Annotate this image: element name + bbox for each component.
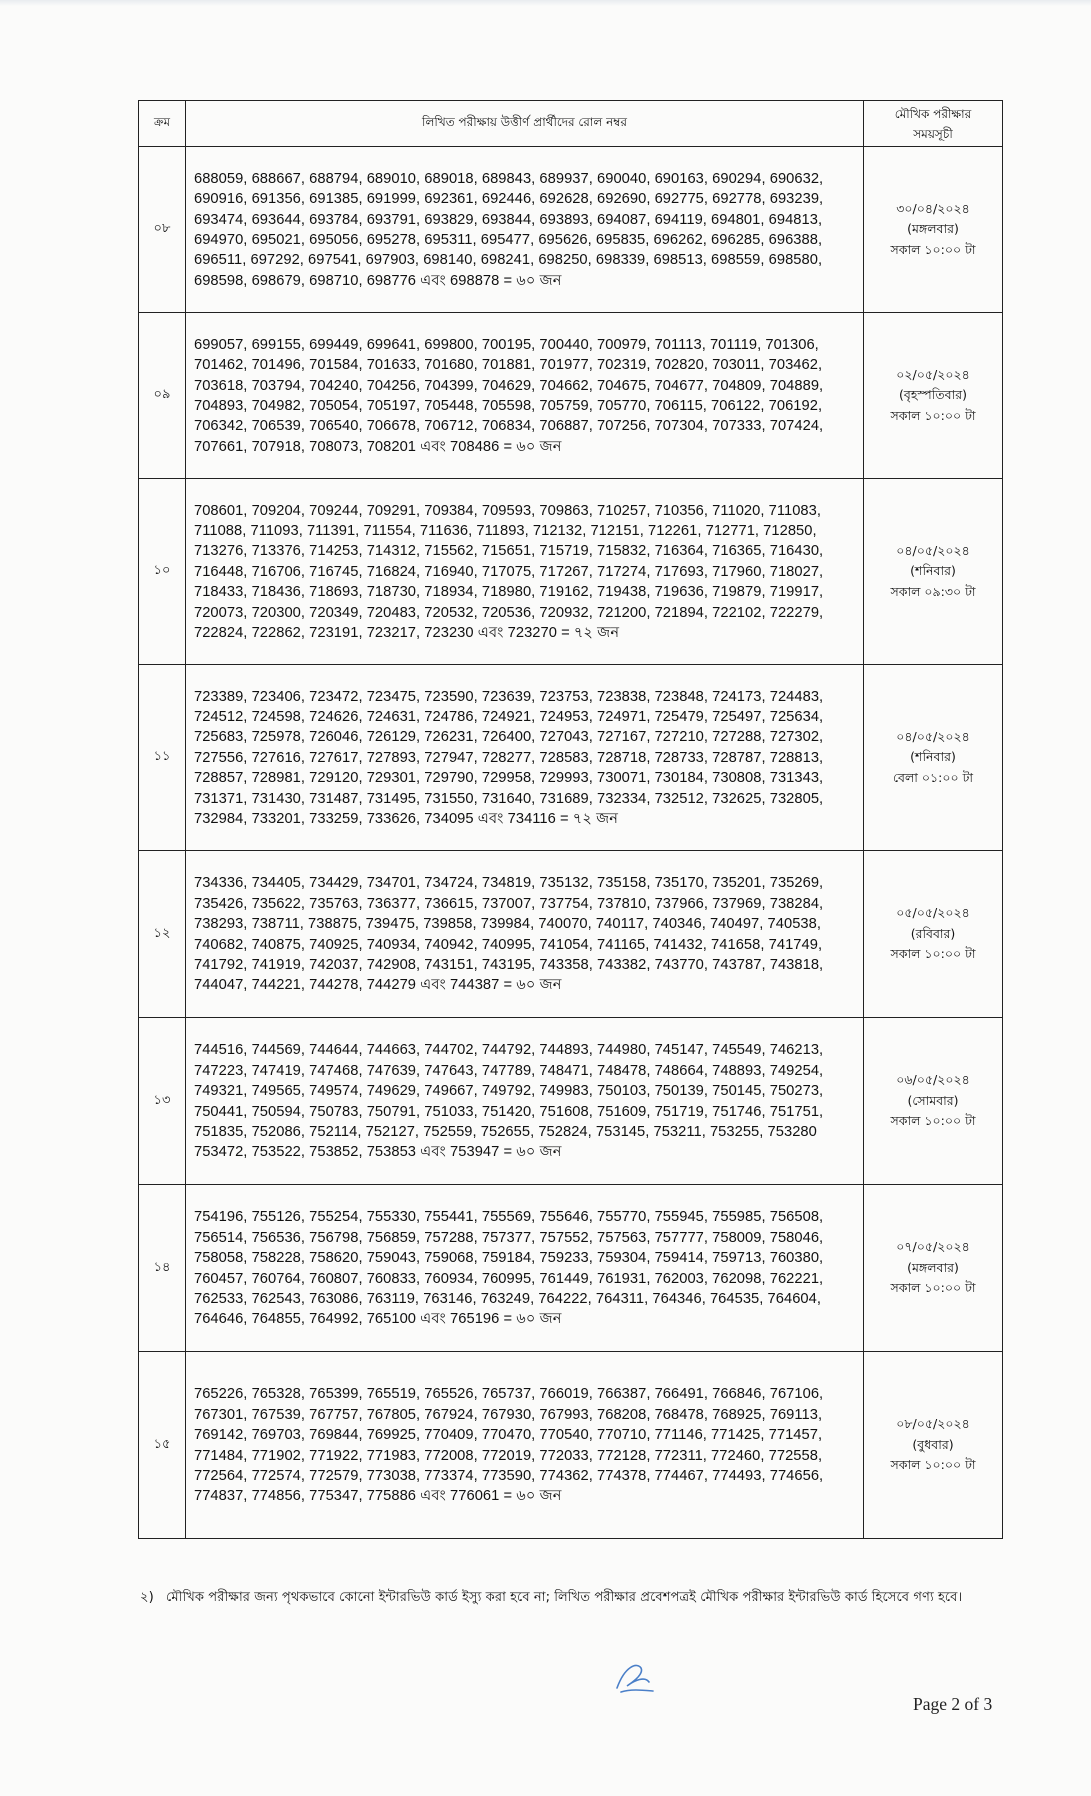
schedule-date: ০৮/০৫/২০২৪ bbox=[896, 1416, 970, 1432]
row-roll-numbers: 744516, 744569, 744644, 744663, 744702, 744792, 744893, 744980, 745147, 745549, 746213, 747223, 747419, 747468, 747639, 747643, 747789, 748471, 748478, 748664, 748893, 749254, 749321, 749565, 749574, 749629, 749667, 749792, 749983, 750103, 750139, 750145, 750273, 750441, 750594, 750783, 750791, 751033, 751420, 751608, 751609, 751719, 751746, 751751, 751835, 752086, 752114, 752127, 752559, 752655, 752824, 753145, 753211, 753255, 753280 753472, 753522, 753852, 753853 এবং 753947 = ৬০ জন bbox=[186, 1018, 864, 1185]
schedule-date: ০৬/০৫/২০২৪ bbox=[896, 1072, 970, 1088]
table-row bbox=[139, 1352, 1003, 1539]
row-roll-numbers: 708601, 709204, 709244, 709291, 709384, 709593, 709863, 710257, 710356, 711020, 711083, 711088, 711093, 711391, 711554, 711636, 711893, 712132, 712151, 712261, 712771, 712850, 713276, 713376, 714253, 714312, 715562, 715651, 715719, 715832, 716364, 716365, 716430, 716448, 716706, 716745, 716824, 716940, 717075, 717267, 717274, 717693, 717960, 718027, 718433, 718436, 718693, 718730, 718934, 718980, 719162, 719438, 719636, 719879, 719917, 720073, 720300, 720349, 720483, 720532, 720536, 720932, 721200, 721894, 722102, 722279, 722824, 722862, 723191, 723217, 723230 এবং 723270 = ৭২ জন bbox=[186, 479, 864, 665]
table-row bbox=[139, 1018, 1003, 1185]
signature-mark bbox=[611, 1658, 657, 1698]
interview-card-note bbox=[140, 1586, 1012, 1610]
row-schedule bbox=[864, 1185, 1003, 1352]
note-number: ২) bbox=[140, 1590, 154, 1605]
row-schedule bbox=[864, 665, 1003, 851]
table-row bbox=[139, 665, 1003, 851]
schedule-day: (মঙ্গলবার) bbox=[907, 1259, 959, 1275]
table-header-row bbox=[139, 101, 1003, 147]
header-serial: ক্রম bbox=[139, 101, 186, 147]
schedule-date: ৩০/০৪/২০২৪ bbox=[896, 200, 970, 216]
header-schedule-line1: মৌখিক পরীক্ষার bbox=[894, 106, 972, 121]
schedule-day: (মঙ্গলবার) bbox=[907, 221, 959, 237]
schedule-day: (শনিবার) bbox=[910, 563, 956, 579]
page-number: Page 2 of 3 bbox=[913, 1694, 993, 1714]
row-schedule bbox=[864, 147, 1003, 313]
row-serial: ০৯ bbox=[139, 313, 186, 479]
schedule-date: ০৭/০৫/২০২৪ bbox=[896, 1239, 970, 1255]
row-serial: ১৩ bbox=[139, 1018, 186, 1185]
table-row bbox=[139, 851, 1003, 1018]
schedule-time: বেলা ০১:০০ টা bbox=[892, 769, 974, 785]
schedule-time: সকাল ১০:০০ টা bbox=[890, 1280, 976, 1296]
row-schedule bbox=[864, 851, 1003, 1018]
schedule-day: (রবিবার) bbox=[910, 925, 956, 941]
row-roll-numbers: 688059, 688667, 688794, 689010, 689018, 689843, 689937, 690040, 690163, 690294, 690632, 690916, 691356, 691385, 691999, 692361, 692446, 692628, 692690, 692775, 692778, 693239, 693474, 693644, 693784, 693791, 693829, 693844, 693893, 694087, 694119, 694801, 694813, 694970, 695021, 695056, 695278, 695311, 695477, 695626, 695835, 696262, 696285, 696388, 696511, 697292, 697541, 697903, 698140, 698241, 698250, 698339, 698513, 698559, 698580, 698598, 698679, 698710, 698776 এবং 698878 = ৬০ জন bbox=[186, 147, 864, 313]
header-roll-numbers: লিখিত পরীক্ষায় উত্তীর্ণ প্রার্থীদের রোল নম্বর bbox=[186, 101, 864, 147]
schedule-date: ০৪/০৫/২০২৪ bbox=[896, 542, 970, 558]
row-schedule bbox=[864, 1018, 1003, 1185]
row-roll-numbers: 765226, 765328, 765399, 765519, 765526, 765737, 766019, 766387, 766491, 766846, 767106, 767301, 767539, 767757, 767805, 767924, 767930, 767993, 768208, 768478, 768925, 769113, 769142, 769703, 769844, 769925, 770409, 770470, 770540, 770710, 771146, 771425, 771457, 771484, 771902, 771922, 771983, 772008, 772019, 772033, 772128, 772311, 772460, 772558, 772564, 772574, 772579, 773038, 773374, 773590, 774362, 774378, 774467, 774493, 774656, 774837, 774856, 775347, 775886 এবং 776061 = ৬০ জন bbox=[186, 1352, 864, 1539]
row-roll-numbers: 734336, 734405, 734429, 734701, 734724, 734819, 735132, 735158, 735170, 735201, 735269, 735426, 735622, 735763, 736377, 736615, 737007, 737754, 737810, 737966, 737969, 738284, 738293, 738711, 738875, 739475, 739858, 739984, 740070, 740117, 740346, 740497, 740538, 740682, 740875, 740925, 740934, 740942, 740995, 741054, 741165, 741432, 741658, 741749, 741792, 741919, 742037, 742908, 743151, 743195, 743358, 743382, 743770, 743787, 743818, 744047, 744221, 744278, 744279 এবং 744387 = ৬০ জন bbox=[186, 851, 864, 1018]
row-serial: ১২ bbox=[139, 851, 186, 1018]
schedule-time: সকাল ১০:০০ টা bbox=[890, 1457, 976, 1473]
row-schedule bbox=[864, 479, 1003, 665]
row-roll-numbers: 699057, 699155, 699449, 699641, 699800, 700195, 700440, 700979, 701113, 701119, 701306, 701462, 701496, 701584, 701633, 701680, 701881, 701977, 702319, 702820, 703011, 703462, 703618, 703794, 704240, 704256, 704399, 704629, 704662, 704675, 704677, 704809, 704889, 704893, 704982, 705054, 705197, 705448, 705598, 705759, 705770, 706115, 706122, 706192, 706342, 706539, 706540, 706678, 706712, 706834, 706887, 707256, 707304, 707333, 707424, 707661, 707918, 708073, 708201 এবং 708486 = ৬০ জন bbox=[186, 313, 864, 479]
note-text: মৌখিক পরীক্ষার জন্য পৃথকভাবে কোনো ইন্টারভিউ কার্ড ইস্যু করা হবে না; লিখিত পরীক্ষার প্রবেশপত্রই মৌখিক পরীক্ষার ইন্টারভিউ কার্ড হিসেবে গণ্য হবে। bbox=[166, 1590, 963, 1605]
row-serial: ১৪ bbox=[139, 1185, 186, 1352]
schedule-time: সকাল ১০:০০ টা bbox=[890, 241, 976, 257]
schedule-time: সকাল ১০:০০ টা bbox=[890, 1113, 976, 1129]
table-row bbox=[139, 313, 1003, 479]
schedule-date: ০২/০৫/২০২৪ bbox=[896, 366, 970, 382]
signature-stroke bbox=[617, 1665, 653, 1692]
schedule-date: ০৫/০৫/২০২৪ bbox=[896, 905, 970, 921]
schedule-time: সকাল ০৯:৩০ টা bbox=[890, 583, 976, 599]
table-row bbox=[139, 1185, 1003, 1352]
table-row bbox=[139, 479, 1003, 665]
schedule-day: (বুধবার) bbox=[912, 1436, 954, 1452]
table-row bbox=[139, 147, 1003, 313]
schedule-time: সকাল ১০:০০ টা bbox=[890, 407, 976, 423]
schedule-day: (সোমবার) bbox=[907, 1092, 959, 1108]
schedule-day: (বৃহস্পতিবার) bbox=[898, 387, 968, 403]
row-roll-numbers: 723389, 723406, 723472, 723475, 723590, 723639, 723753, 723838, 723848, 724173, 724483, 724512, 724598, 724626, 724631, 724786, 724921, 724953, 724971, 725479, 725497, 725634, 725683, 725978, 726046, 726129, 726231, 726400, 727043, 727167, 727210, 727288, 727302, 727556, 727616, 727617, 727893, 727947, 728277, 728583, 728718, 728733, 728787, 728813, 728857, 728981, 729120, 729301, 729790, 729958, 729993, 730071, 730184, 730808, 731343, 731371, 731430, 731487, 731495, 731550, 731640, 731689, 732334, 732512, 732625, 732805, 732984, 733201, 733259, 733626, 734095 এবং 734116 = ৭২ জন bbox=[186, 665, 864, 851]
row-roll-numbers: 754196, 755126, 755254, 755330, 755441, 755569, 755646, 755770, 755945, 755985, 756508, 756514, 756536, 756798, 756859, 757288, 757377, 757552, 757563, 757777, 758009, 758046, 758058, 758228, 758620, 759043, 759068, 759184, 759233, 759304, 759414, 759713, 760380, 760457, 760764, 760807, 760833, 760934, 760995, 761449, 761931, 762003, 762098, 762221, 762533, 762543, 763086, 763119, 763146, 763249, 764222, 764311, 764346, 764535, 764604, 764646, 764855, 764992, 765100 এবং 765196 = ৬০ জন bbox=[186, 1185, 864, 1352]
row-schedule bbox=[864, 1352, 1003, 1539]
viva-schedule-table bbox=[138, 100, 1003, 1539]
schedule-date: ০৪/০৫/২০২৪ bbox=[896, 728, 970, 744]
header-schedule bbox=[864, 101, 1003, 147]
row-schedule bbox=[864, 313, 1003, 479]
row-serial: ০৮ bbox=[139, 147, 186, 313]
row-serial: ১৫ bbox=[139, 1352, 186, 1539]
schedule-day: (শনিবার) bbox=[910, 749, 956, 765]
schedule-time: সকাল ১০:০০ টা bbox=[890, 946, 976, 962]
row-serial: ১১ bbox=[139, 665, 186, 851]
header-schedule-line2: সময়সূচী bbox=[913, 126, 953, 141]
row-serial: ১০ bbox=[139, 479, 186, 665]
page-top-edge bbox=[0, 0, 1091, 6]
